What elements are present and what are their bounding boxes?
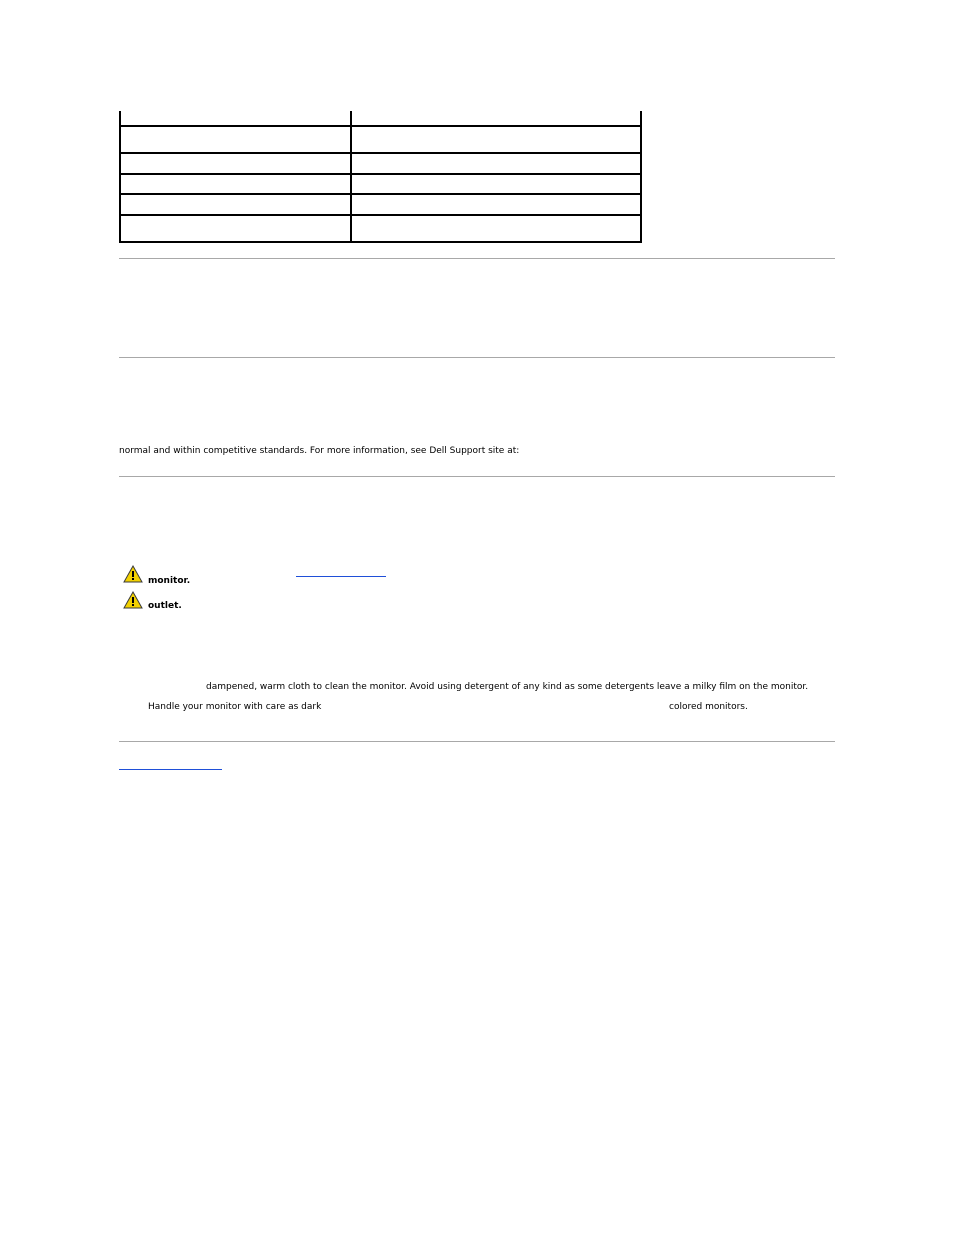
section-divider <box>119 741 835 742</box>
handling-instruction-text-end: colored monitors. <box>669 702 748 712</box>
caution-text: outlet. <box>148 601 182 611</box>
table-row-border <box>121 173 640 175</box>
handling-instruction-text: Handle your monitor with care as dark <box>148 702 322 712</box>
table-column-divider <box>350 111 352 241</box>
table-row-border <box>121 214 640 216</box>
section-divider <box>119 476 835 477</box>
table-row-border <box>121 152 640 154</box>
caution-triangle-icon <box>123 591 143 609</box>
spec-table <box>119 111 642 243</box>
section-divider <box>119 357 835 358</box>
pixel-policy-text: normal and within competitive standards. For more information, see Dell Support site at: <box>119 446 520 456</box>
table-row-border <box>121 193 640 195</box>
caution-triangle-icon <box>123 565 143 583</box>
cleaning-instruction-text: dampened, warm cloth to clean the monitor. Avoid using detergent of any kind as some detergents leave a milky film on the monitor. <box>206 682 809 692</box>
back-to-contents-link[interactable] <box>119 769 222 770</box>
section-divider <box>119 258 835 259</box>
table-row-border <box>121 125 640 127</box>
safety-instructions-link[interactable] <box>296 576 386 577</box>
caution-text: monitor. <box>148 576 191 586</box>
